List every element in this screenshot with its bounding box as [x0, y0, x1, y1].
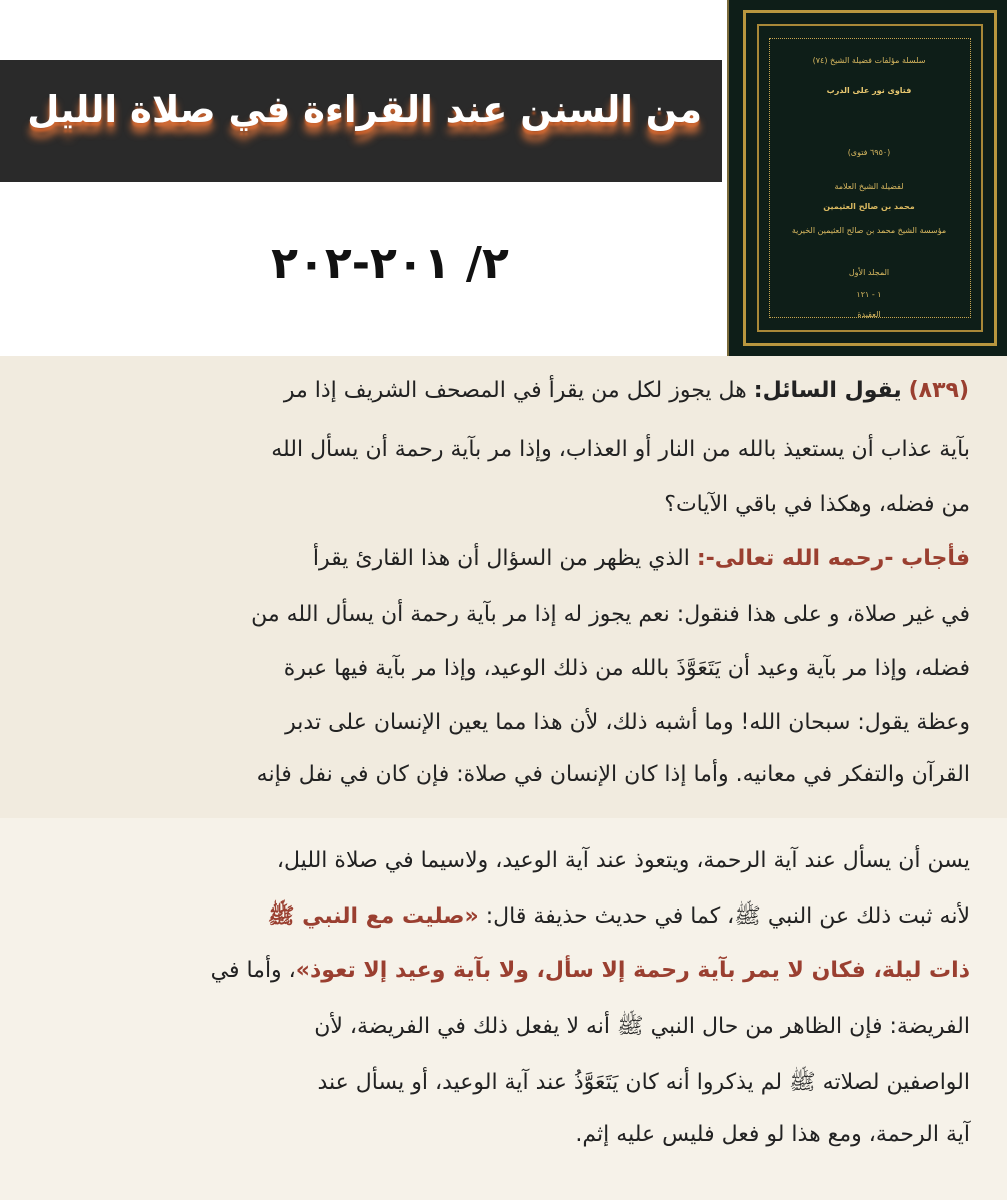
book-page-excerpt-1: [0, 356, 1007, 818]
page1-line-8: القرآن والتفكر في معانيه. وأما إذا كان الإنسان في صلاة: فإن كان في نفل فإنه: [256, 762, 970, 787]
page1-line-6: فضله، وإذا مر بآية وعيد أن يَتَعَوَّذَ بالله من ذلك الوعيد، وإذا مر بآية فيها عبرة: [283, 656, 970, 681]
page1-line-4: فأجاب -رحمه الله تعالى-: الذي يظهر من السؤال أن هذا القارئ يقرأ: [312, 546, 970, 571]
cover-volume: المجلد الأول: [848, 268, 890, 277]
page1-line-7: وعظة يقول: سبحان الله! وما أشبه ذلك، لأن هذا مما يعين الإنسان على تدبر: [285, 710, 970, 735]
book-page-excerpt-2: [0, 818, 1007, 1200]
page2-line-1: يسن أن يسأل عند آية الرحمة، ويتعوذ عند آية الوعيد، ولاسيما في صلاة الليل،: [276, 848, 970, 873]
page2-line-6: آية الرحمة، ومع هذا لو فعل فليس عليه إثم.: [575, 1122, 970, 1147]
page1-line-1: (٨٣٩) يقول السائل: هل يجوز لكل من يقرأ في المصحف الشريف إذا مر: [283, 378, 969, 403]
cover-range: ١ - ١٢١: [856, 290, 882, 299]
page1-line-2: بآية عذاب أن يستعيذ بالله من النار أو العذاب، وإذا مر بآية رحمة أن يسأل الله: [271, 437, 970, 462]
page1-line-3: من فضله، وهكذا في باقي الآيات؟: [664, 492, 970, 517]
page2-line-2: لأنه ثبت ذلك عن النبي ﷺ، كما في حديث حذيفة قال: «صليت مع النبي ﷺ: [267, 904, 970, 929]
hadith-quote-end: ذات ليلة، فكان لا يمر بآية رحمة إلا سأل، ولا بآية وعيد إلا تعوذ»: [295, 958, 970, 983]
answer-label: فأجاب -رحمه الله تعالى-:: [696, 546, 970, 571]
cover-subject: العقيدة: [857, 310, 881, 319]
page-title: من السنن عند القراءة في صلاة الليل: [27, 88, 702, 131]
question-number: (٨٣٩): [908, 378, 969, 403]
cover-publisher: مؤسسة الشيخ محمد بن صالح العثيمين الخيرية: [791, 226, 947, 235]
page1-line-5: في غير صلاة، و على هذا فنقول: نعم يجوز له إذا مر بآية رحمة أن يسأل الله من: [251, 602, 970, 627]
cover-series: سلسلة مؤلفات فضيلة الشيخ (٧٤): [812, 56, 926, 65]
cover-title: فتاوى نور على الدرب: [826, 86, 912, 95]
cover-author: محمد بن صالح العثيمين: [823, 202, 915, 211]
question-label: يقول السائل:: [753, 378, 902, 403]
title-banner: [0, 60, 722, 182]
hadith-quote-start: «صليت مع النبي ﷺ: [267, 904, 479, 929]
cover-fatwa-count: (٦٩٥٠ فتوى): [847, 148, 891, 157]
issue-reference: ٢/ ٢٠١-٢٠٢: [271, 238, 509, 289]
book-cover: [727, 0, 1007, 356]
page2-line-5: الواصفين لصلاته ﷺ لم يذكروا أنه كان يَتَعَوَّذُ عند آية الوعيد، أو يسأل عند: [317, 1070, 970, 1095]
page2-line-4: الفريضة: فإن الظاهر من حال النبي ﷺ أنه لا يفعل ذلك في الفريضة، لأن: [314, 1014, 970, 1039]
page2-line-3: ذات ليلة، فكان لا يمر بآية رحمة إلا سأل، ولا بآية وعيد إلا تعوذ»، وأما في: [210, 958, 970, 983]
cover-author-label: لفضيلة الشيخ العلامة: [834, 182, 904, 191]
